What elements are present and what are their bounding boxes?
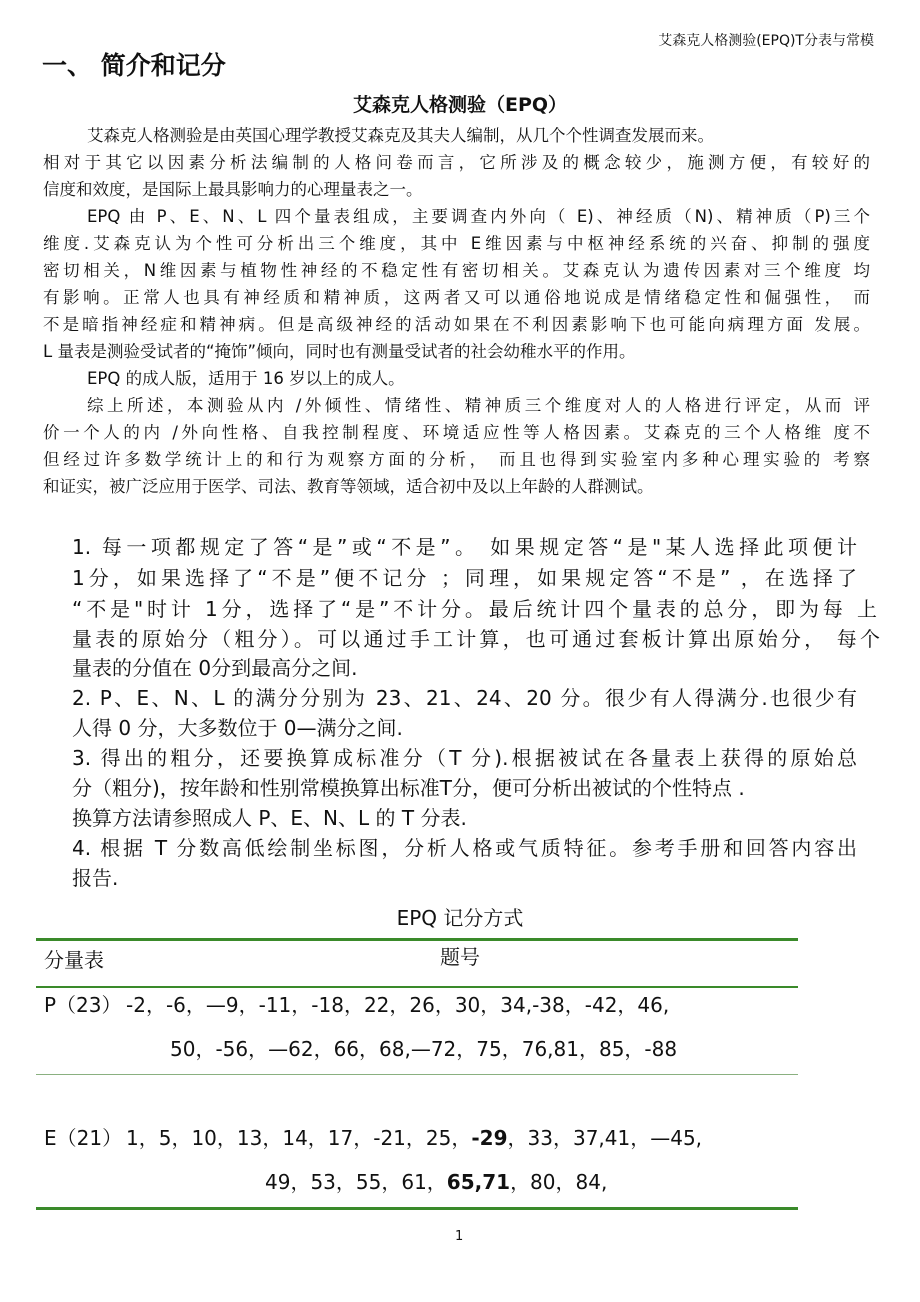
intro-line: 价一个人的内 /外向性格、自我控制程度、环境适应性等人格因素。艾森克的三个人格维 度不	[43, 423, 870, 442]
intro-line: 不是暗指神经症和精神病。但是高级神经的活动如果在不利因素影响下也可能向病理方面 发展。	[43, 315, 870, 334]
column-header-scale: 分量表	[44, 948, 104, 972]
intro-line: EPQ 由 P、E、N、L 四个量表组成，主要调查内外向（ E)、神经质（N)、精神质（P)三个	[87, 207, 870, 226]
rule-line: “不是"时计 1分，选择了“是”不计分。最后统计四个量表的总分，即为每 上	[72, 597, 877, 621]
rule-line: 换算方法请参照成人 P、E、N、L 的 T 分表.	[72, 806, 467, 830]
intro-line: 相对于其它以因素分析法编制的人格问卷而言，它所涉及的概念较少，施测方便，有较好的	[43, 153, 870, 172]
items-bold: -29	[471, 1126, 508, 1150]
table-title: EPQ 记分方式	[396, 906, 524, 930]
table-bottom-rule	[36, 1207, 798, 1210]
rule-line: 量表的分值在 0分到最高分之间.	[72, 656, 358, 680]
intro-line: 维度.艾森克认为个性可分析出三个维度，其中 E维因素与中枢神经系统的兴奋、抑制的强度	[43, 234, 870, 253]
rule-line: 1. 每一项都规定了答“是”或“不是”。 如果规定答“是"某人选择此项便计	[72, 535, 857, 559]
page-number: 1	[455, 1229, 464, 1244]
rule-line: 2. P、E、N、L 的满分分别为 23、21、24、20 分。很少有人得满分.也很少有	[72, 686, 857, 710]
row-items-e-line1	[126, 1122, 702, 1151]
subtitle: 艾森克人格测验（EPQ）	[352, 94, 568, 116]
row-items-e-line2	[265, 1166, 607, 1195]
rule-line: 报告.	[72, 866, 119, 890]
column-header-items: 题号	[440, 945, 480, 969]
row-scale-p: P（23）	[44, 993, 122, 1017]
items-bold: 65,71	[446, 1170, 511, 1194]
page-header: 艾森克人格测验(EPQ)T分表与常模	[658, 33, 874, 49]
table-top-rule	[36, 938, 798, 941]
intro-line: EPQ 的成人版，适用于 16 岁以上的成人。	[87, 369, 405, 388]
rule-line: 量表的原始分（粗分）。可以通过手工计算，也可通过套板计算出原始分， 每个	[72, 627, 880, 651]
header-rule	[36, 986, 798, 988]
intro-line: 综上所述，本测验从内 /外倾性、情绪性、精神质三个维度对人的人格进行评定，从而 评	[87, 396, 870, 415]
row-items-p-line2: 50，-56，—62，66，68,—72，75，76,81，85，-88	[170, 1037, 678, 1061]
row-rule	[36, 1074, 798, 1075]
row-items-p-line1: -2，-6，—9，-11，-18，22，26，30，34,-38，-42，46,	[126, 993, 670, 1017]
items-text: 49，53，55，61，	[265, 1170, 447, 1194]
rule-line: 1分，如果选择了“不是”便不记分 ；同理，如果规定答“不是” ，在选择了	[72, 566, 857, 590]
intro-line: 和证实，被广泛应用于医学、司法、教育等领域，适合初中及以上年龄的人群测试。	[43, 477, 654, 496]
row-scale-e: E（21）	[44, 1126, 123, 1150]
rule-line: 3. 得出的粗分，还要换算成标准分（T 分).根据被试在各量表上获得的原始总	[72, 746, 857, 770]
section-title: 一、 简介和记分	[42, 51, 226, 80]
intro-line: 密切相关，N维因素与植物性神经的不稳定性有密切相关。艾森克认为遗传因素对三个维度 均	[43, 261, 870, 280]
items-text: ，80，84,	[510, 1170, 608, 1194]
intro-line: 但经过许多数学统计上的和行为观察方面的分析， 而且也得到实验室内多种心理实验的 考察	[43, 450, 870, 469]
items-text: ，33，37,41，—45,	[507, 1126, 703, 1150]
intro-line: 信度和效度，是国际上最具影响力的心理量表之一。	[43, 180, 423, 199]
items-text: 1，5，10，13，14，17，-21，25，	[126, 1126, 472, 1150]
rule-line: 4. 根据 T 分数高低绘制坐标图，分析人格或气质特征。参考手册和回答内容出	[72, 836, 857, 860]
rule-line: 人得 0 分，大多数位于 0—满分之间.	[72, 716, 403, 740]
intro-line: 艾森克人格测验是由英国心理学教授艾森克及其夫人编制，从几个个性调查发展而来。	[87, 126, 714, 145]
intro-line: L 量表是测验受试者的“掩饰”倾向，同时也有测量受试者的社会幼稚水平的作用。	[43, 342, 636, 361]
rule-line: 分（粗分)，按年龄和性别常模换算出标准T分，便可分析出被试的个性特点 .	[72, 776, 745, 800]
intro-line: 有影响。正常人也具有神经质和精神质，这两者又可以通俗地说成是情绪稳定性和倔强性， 而	[43, 288, 870, 307]
